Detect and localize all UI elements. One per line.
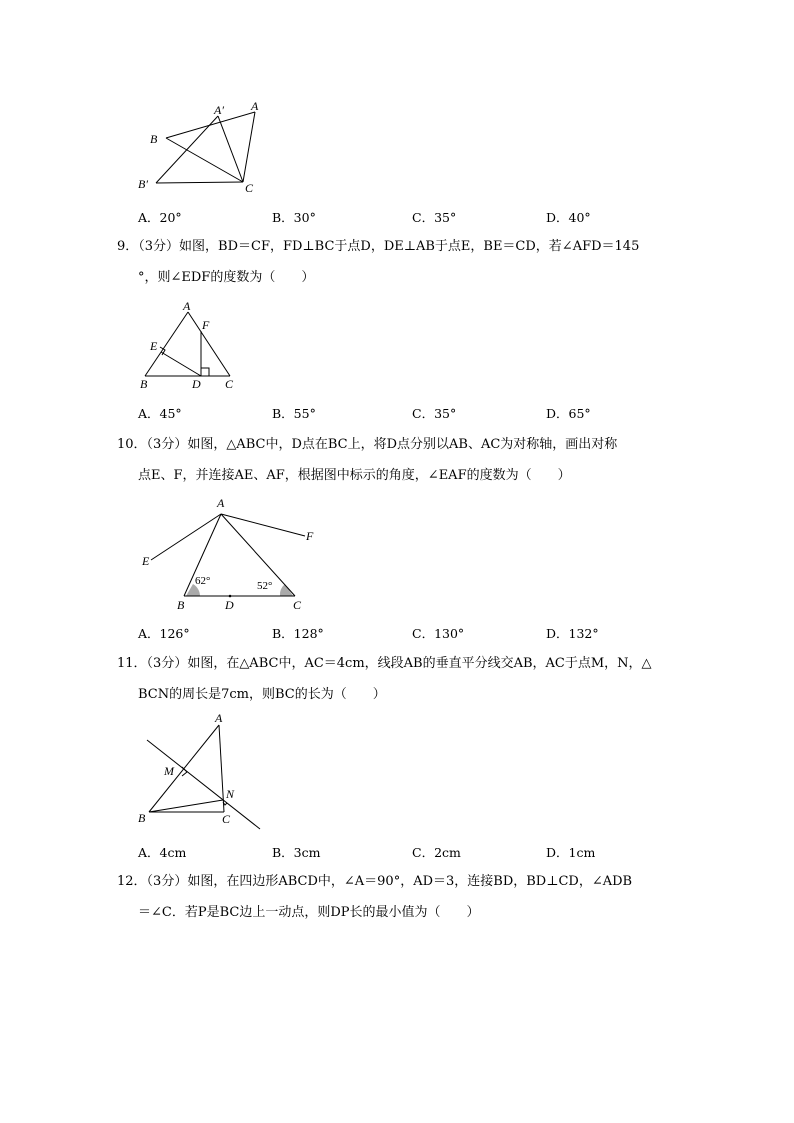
q9-label-F: F bbox=[202, 318, 210, 332]
q10-label-A: A bbox=[217, 496, 225, 510]
q9-stem-line2: °，则∠EDF的度数为（ ） bbox=[138, 270, 315, 285]
q8-option-a[interactable]: A．20° bbox=[138, 210, 182, 225]
q10-option-b[interactable]: B．128° bbox=[272, 626, 324, 641]
q11-option-a[interactable]: A．4cm bbox=[138, 845, 187, 860]
q11-label-N: N bbox=[226, 787, 235, 801]
q9-option-b[interactable]: B．55° bbox=[272, 406, 316, 421]
q9-label-A: A bbox=[183, 299, 191, 313]
q8-label-C: C bbox=[245, 181, 254, 195]
q10-option-a[interactable]: A．126° bbox=[138, 626, 190, 641]
q9-label-E: E bbox=[150, 339, 158, 353]
q11-label-B: B bbox=[138, 811, 146, 825]
q8-option-c[interactable]: C．35° bbox=[412, 210, 457, 225]
q10-option-d[interactable]: D．132° bbox=[546, 626, 599, 641]
q11-option-d[interactable]: D．1cm bbox=[546, 845, 596, 860]
q9-label-C: C bbox=[225, 377, 234, 391]
q11-label-C: C bbox=[222, 812, 231, 826]
q8-label-B: B bbox=[150, 132, 158, 146]
q10-stem-line2: 点E、F，并连接AE、AF，根据图中标示的角度，∠EAF的度数为（ ） bbox=[138, 468, 571, 483]
q11-stem-line1: 11．（3分）如图，在△ABC中，AC＝4cm，线段AB的垂直平分线交AB，AC于点M，N，△ bbox=[117, 656, 652, 671]
q11-option-b[interactable]: B．3cm bbox=[272, 845, 321, 860]
q12-stem-line1: 12．（3分）如图，在四边形ABCD中，∠A＝90°，AD＝3，连接BD，BD⊥CD，∠ADB bbox=[117, 874, 633, 889]
q8-figure bbox=[130, 95, 270, 200]
q10-angle-c: 52° bbox=[257, 580, 273, 592]
q12-stem-line2: ＝∠C．若P是BC边上一动点，则DP长的最小值为（ ） bbox=[138, 905, 480, 920]
q10-angle-b: 62° bbox=[195, 575, 211, 587]
q10-label-D: D bbox=[225, 598, 234, 612]
q10-label-C: C bbox=[293, 598, 302, 612]
q11-figure bbox=[130, 708, 270, 838]
q8-label-A: A bbox=[251, 99, 259, 113]
q10-label-B: B bbox=[177, 598, 185, 612]
q10-label-E: E bbox=[142, 554, 150, 568]
q11-label-A: A bbox=[215, 711, 223, 725]
q8-option-b[interactable]: B．30° bbox=[272, 210, 316, 225]
q8-label-A-prime: A′ bbox=[214, 103, 224, 117]
q8-label-B-prime: B′ bbox=[138, 177, 148, 191]
q9-label-B: B bbox=[140, 377, 148, 391]
q10-option-c[interactable]: C．130° bbox=[412, 626, 465, 641]
q11-option-c[interactable]: C．2cm bbox=[412, 845, 461, 860]
q10-stem-line1: 10．（3分）如图，△ABC中，D点在BC上，将D点分别以AB、AC为对称轴，画出对称 bbox=[117, 437, 618, 452]
q10-figure bbox=[135, 492, 335, 617]
q8-option-d[interactable]: D．40° bbox=[546, 210, 591, 225]
q9-option-a[interactable]: A．45° bbox=[138, 406, 182, 421]
q9-option-d[interactable]: D．65° bbox=[546, 406, 591, 421]
q9-option-c[interactable]: C．35° bbox=[412, 406, 457, 421]
q9-label-D: D bbox=[192, 377, 201, 391]
q9-stem-line1: 9．（3分）如图，BD＝CF，FD⊥BC于点D，DE⊥AB于点E，BE＝CD，若∠AFD＝145 bbox=[117, 239, 640, 254]
q11-label-M: M bbox=[164, 764, 174, 778]
q9-figure bbox=[135, 295, 245, 395]
q11-stem-line2: BCN的周长是7cm，则BC的长为（ ） bbox=[138, 687, 386, 702]
q10-label-F: F bbox=[306, 529, 314, 543]
